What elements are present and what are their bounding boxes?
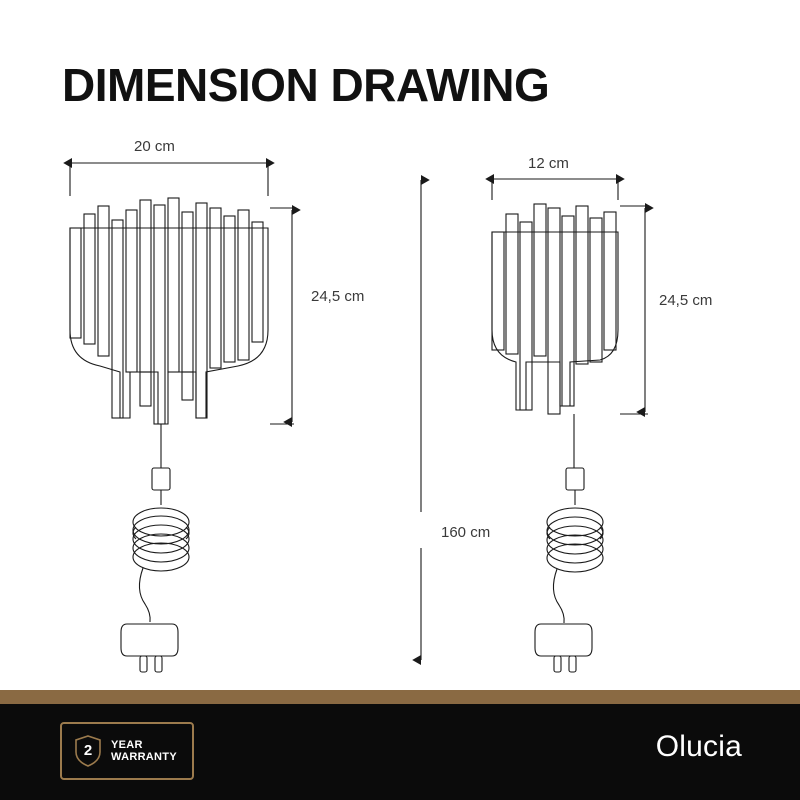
shield-icon: [74, 735, 102, 767]
side-width-dimension: [492, 178, 618, 200]
side-height-dimension: [620, 206, 648, 414]
front-height-dimension: [270, 208, 294, 424]
side-width-label: 12 cm: [528, 155, 569, 172]
page-title: DIMENSION DRAWING: [62, 59, 550, 111]
front-height-label: 24,5 cm: [311, 288, 365, 305]
warranty-line-1: YEAR: [111, 738, 143, 751]
side-view-lamp: [492, 204, 618, 672]
front-width-dimension: [70, 162, 268, 196]
warranty-badge: [60, 722, 194, 780]
accent-divider: [0, 690, 800, 704]
warranty-years: 2: [83, 741, 93, 759]
warranty-line-2: WARRANTY: [111, 751, 177, 763]
warranty-text: [111, 739, 177, 764]
cord-length-label: 160 cm: [441, 524, 491, 541]
side-height-label: 24,5 cm: [659, 292, 713, 309]
front-width-label: 20 cm: [134, 138, 175, 155]
front-view-lamp: [70, 198, 268, 672]
brand-name: Olucia: [655, 730, 742, 763]
